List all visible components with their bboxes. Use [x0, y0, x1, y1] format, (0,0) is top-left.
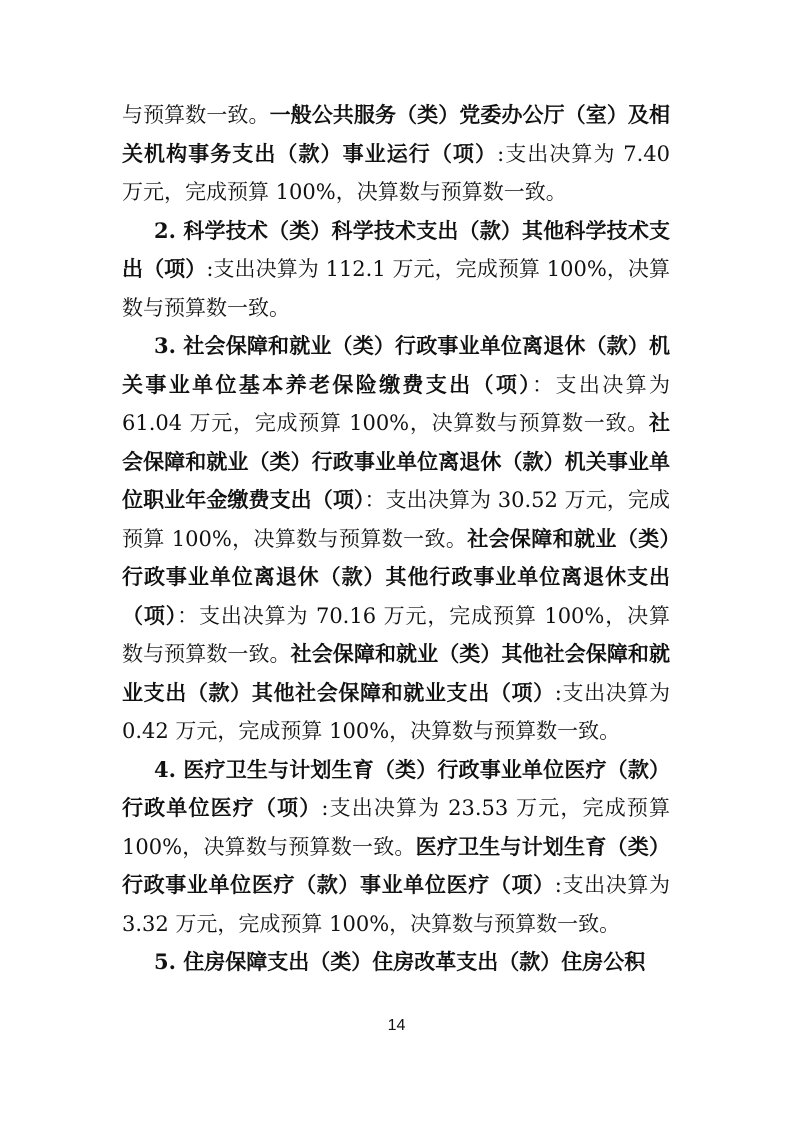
- paragraph-continuation: [122, 96, 670, 212]
- text-run: :支出决算为 3.32 万元，完成预算 100%，决算数与预算数一致。: [122, 873, 671, 936]
- paragraph-item-5: [122, 943, 670, 982]
- body-text: [122, 96, 670, 982]
- item-heading-bold: 5. 住房保障支出（类）住房改革支出（款）住房公积: [154, 949, 646, 974]
- item-heading-bold: 4. 医疗卫生与计划生育（类）行政事业单位医疗（款）行政单位医疗（项）: [122, 756, 670, 820]
- item-heading-bold: 社会保障和就业（类）行政事业单位离退休（款）其他行政事业单位离退休支出（项）: [122, 525, 670, 628]
- paragraph-item-2: [122, 212, 670, 328]
- text-run: :支出决算为 7.40 万元，完成预算 100%，决算数与预算数一致。: [122, 141, 671, 204]
- item-heading-bold: 2. 科学技术（类）科学技术支出（款）其他科学技术支出（项）: [122, 217, 670, 281]
- page-number: 14: [387, 1017, 406, 1034]
- item-heading-bold: 一般公共服务（类）党委办公厅（室）及相关机构事务支出（款）事业运行（项）: [122, 102, 671, 166]
- text-run: ：支出决算为 70.16 万元，完成预算 100%，决算数与预算数一致。: [122, 603, 670, 666]
- text-run: ：支出决算为 30.52 万元，完成预算 100%，决算数与预算数一致。: [122, 488, 670, 551]
- item-heading-bold: 医疗卫生与计划生育（类）行政事业单位医疗（款）事业单位医疗（项）: [122, 833, 670, 897]
- text-run: 与预算数一致。: [122, 103, 270, 127]
- paragraph-item-4: [122, 751, 670, 944]
- item-heading-bold: 社会保障和就业（类）其他社会保障和就业支出（款）其他社会保障和就业支出（项）: [122, 641, 670, 705]
- text-run: ：支出决算为 61.04 万元，完成预算 100%，决算数与预算数一致。: [122, 372, 671, 435]
- item-heading-bold: 社会保障和就业（类）行政事业单位离退休（款）机关事业单位职业年金缴费支出（项）: [122, 410, 670, 512]
- text-run: :支出决算为 0.42 万元，完成预算 100%，决算数与预算数一致。: [122, 680, 671, 743]
- text-run: :支出决算为 23.53 万元，完成预算 100%，决算数与预算数一致。: [122, 796, 671, 859]
- item-heading-bold: 3. 社会保障和就业（类）行政事业单位离退休（款）机关事业单位基本养老保险缴费支出（项）: [122, 333, 670, 397]
- text-run: :支出决算为 112.1 万元，完成预算 100%，决算数与预算数一致。: [122, 257, 671, 320]
- paragraph-item-3: [122, 327, 670, 751]
